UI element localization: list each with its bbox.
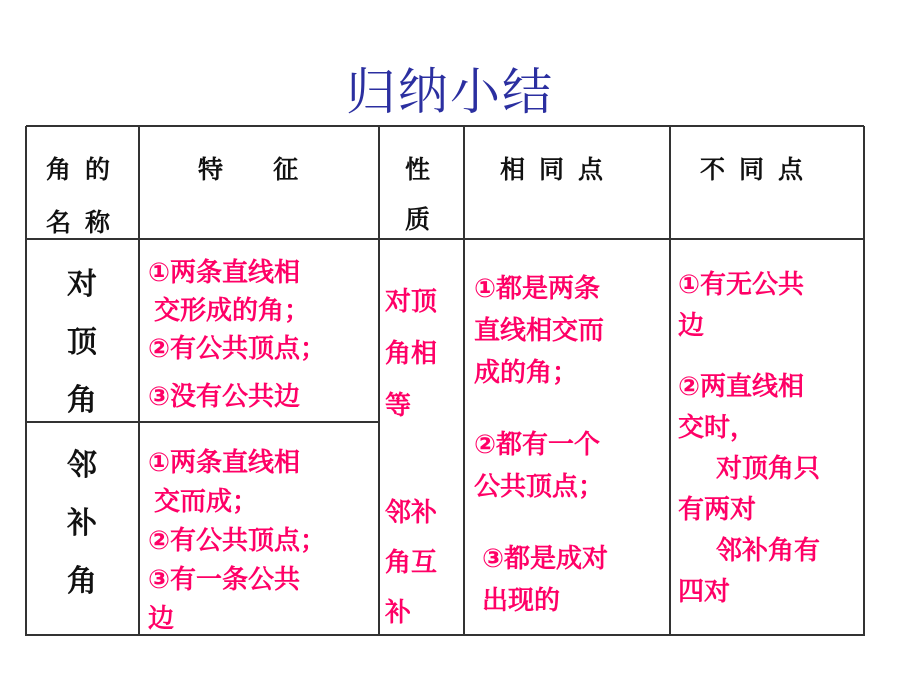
row-vertical-angle-feature [148, 254, 380, 416]
table-col-divider-1 [138, 126, 140, 636]
feature-line: ③有一条公共 [148, 565, 301, 595]
header-angle-name-line1: 角的 [46, 155, 125, 184]
property-line: 角互 [385, 548, 438, 578]
different-points-cell [678, 265, 862, 613]
diff-point-line: 邻补角有 [716, 536, 821, 566]
feature-line: 交形成的角； [154, 296, 311, 326]
diff-point-line: 四对 [678, 577, 731, 607]
header-property-line2: 质 [405, 205, 431, 234]
same-point-line: 公共顶点； [474, 472, 605, 502]
row-vertical-angle-property [385, 276, 461, 432]
feature-line: 交而成； [154, 487, 259, 517]
name-char: 角 [67, 383, 97, 418]
diff-point-line: ①有无公共 [678, 270, 805, 300]
feature-line: ②有公共顶点； [148, 526, 327, 556]
feature-line: 边 [148, 604, 175, 634]
row-adjacent-angle-name [52, 437, 112, 611]
same-point-line: 成的角； [474, 358, 579, 388]
header-angle-name-line2: 名称 [46, 208, 125, 237]
name-char: 角 [67, 564, 97, 599]
header-same-points: 相同点 [500, 155, 618, 184]
diff-point-line: 边 [678, 311, 705, 341]
same-point-line: ②都有一个 [474, 430, 601, 460]
feature-line: ①两条直线相 [148, 258, 301, 288]
name-char: 补 [67, 506, 97, 541]
same-point-line: 直线相交而 [474, 316, 605, 346]
name-char: 顶 [67, 325, 97, 360]
diff-point-line: 对顶角只 [716, 454, 821, 484]
same-point-line: ①都是两条 [474, 274, 601, 304]
property-line: 等 [385, 391, 412, 421]
row-adjacent-angle-property [385, 488, 461, 638]
feature-line: ③没有公共边 [148, 382, 301, 412]
table-border-left [25, 126, 27, 636]
property-line: 对顶 [385, 287, 438, 317]
header-feature: 特 征 [198, 155, 305, 184]
page-title: 归纳小结 [346, 63, 554, 121]
same-point-line: ③都是成对 [482, 544, 609, 574]
name-char: 对 [67, 267, 97, 302]
header-different-points: 不同点 [700, 155, 818, 184]
header-property-line1: 性 [405, 155, 431, 184]
diff-point-line: 交时， [678, 413, 757, 443]
property-line: 补 [385, 598, 412, 628]
feature-line: ②有公共顶点； [148, 334, 327, 364]
property-line: 邻补 [385, 498, 438, 528]
row-adjacent-angle-feature [148, 444, 380, 639]
property-line: 角相 [385, 339, 438, 369]
same-point-line: 出现的 [482, 586, 561, 616]
feature-line: ①两条直线相 [148, 448, 301, 478]
table-col-divider-3 [463, 126, 465, 636]
diff-point-line: 有两对 [678, 495, 757, 525]
same-points-cell [474, 268, 664, 622]
name-char: 邻 [67, 448, 97, 483]
table-border-right [863, 126, 865, 636]
table-col-divider-4 [669, 126, 671, 636]
diff-point-line: ②两直线相 [678, 372, 805, 402]
table-header-divider [26, 238, 864, 240]
table-border-top [26, 125, 864, 127]
row-vertical-angle-name [52, 256, 112, 430]
